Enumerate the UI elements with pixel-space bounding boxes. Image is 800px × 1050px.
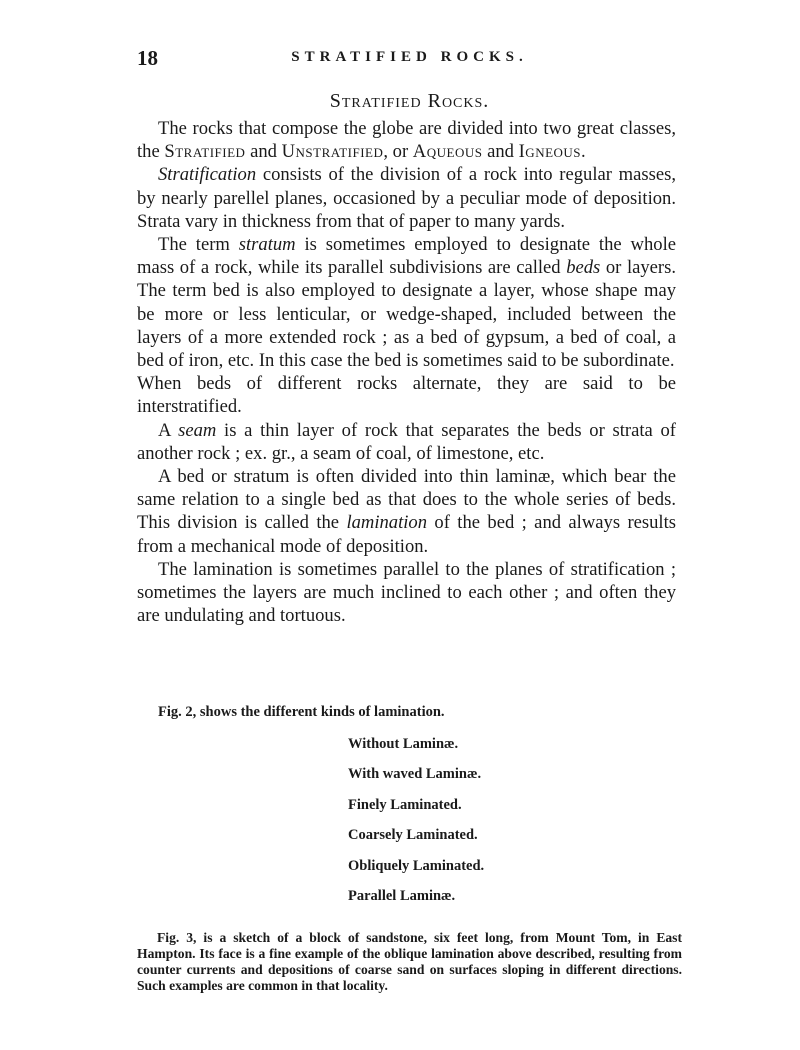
term-beds: beds [566, 257, 601, 279]
figure-caption: Fig. 2, shows the different kinds of lamination. [158, 704, 445, 720]
paragraph-seam [137, 419, 676, 465]
text-run: consists of the division of a rock into regular masses, by nearly parellel planes, occasioned by a peculiar mode of deposition. Strata vary in thickness from that of paper to many yards. [137, 164, 676, 232]
text-run: is sometimes employed to designate the whole mass of a rock, while its parallel subdivisions are called [137, 234, 676, 279]
lamination-item: Finely Laminated. [348, 796, 462, 813]
paragraph-classification [137, 117, 676, 163]
running-head [137, 46, 682, 76]
paragraph-stratification [137, 163, 676, 233]
text-run: The lamination is sometimes parallel to the planes of stratification ; sometimes the layers are much inclined to each other ; and often they are undulating and tortuous. [137, 558, 676, 627]
text-run: A bed or stratum is often divided into thin laminæ, which bear the same relation to a single bed as that does to the whole series of beds. This division is called the [137, 466, 676, 534]
paragraph-lamination-kinds [137, 558, 676, 628]
text-run: and [245, 141, 282, 163]
term-lamination: lamination [346, 512, 428, 534]
footnote: Fig. 3, is a sketch of a block of sandstone, six feet long, from Mount Tom, in East Hampton. Its face is a fine example of the oblique lamination above described, resulting from counter currents and depositions of coarse sand on surfaces sloping in different directions. Such examples are common in that locality. [137, 930, 682, 993]
text-run: of the bed ; and always results from a mechanical mode of deposition. [137, 512, 676, 557]
paragraph-laminae [137, 465, 676, 558]
body-text [137, 117, 676, 627]
text-run: The term [158, 234, 239, 256]
text-run: A [158, 419, 179, 441]
text-run: and [482, 141, 519, 163]
text-run: . [581, 141, 586, 163]
term-seam: seam [178, 419, 217, 441]
lamination-item: Coarsely Laminated. [348, 827, 478, 844]
lamination-item: With waved Laminæ. [348, 766, 482, 783]
term-stratum: stratum [238, 234, 296, 256]
term-igneous: Igneous [518, 141, 582, 163]
term-stratified: Stratified [164, 141, 246, 163]
text-run: The rocks that compose the globe are divided into two great classes, the [137, 118, 676, 163]
paragraph-interstratified [137, 372, 676, 418]
text-run: is a thin layer of rock that separates the beds or strata of another rock ; ex. gr., a seam of coal, of limestone, etc. [137, 419, 676, 464]
section-heading: Stratified Rocks. [329, 90, 490, 112]
lamination-item: Without Laminæ. [348, 736, 459, 752]
page-number: 18 [137, 46, 158, 70]
lamination-item: Obliquely Laminated. [348, 857, 485, 874]
lamination-list [348, 734, 484, 916]
running-title: STRATIFIED ROCKS. [291, 49, 528, 65]
term-stratification: Stratification [158, 164, 257, 186]
paragraph-stratum [137, 233, 676, 372]
term-unstratified: Unstratified [281, 141, 384, 163]
text-run: When beds of different rocks alternate, they are said to be interstratified. [137, 373, 676, 418]
text-run: or layers. The term bed is also employed to designate a layer, whose shape may be more or less lenticular, or wedge-shaped, included between the layers of a more extended rock ; as a bed of gypsum, a bed of coal, a bed of iron, etc. In this case the bed is sometimes said to be subordinate. [137, 257, 676, 372]
term-aqueous: Aqueous [412, 141, 483, 163]
lamination-item: Parallel Laminæ. [348, 887, 456, 904]
text-run: , or [383, 141, 413, 163]
